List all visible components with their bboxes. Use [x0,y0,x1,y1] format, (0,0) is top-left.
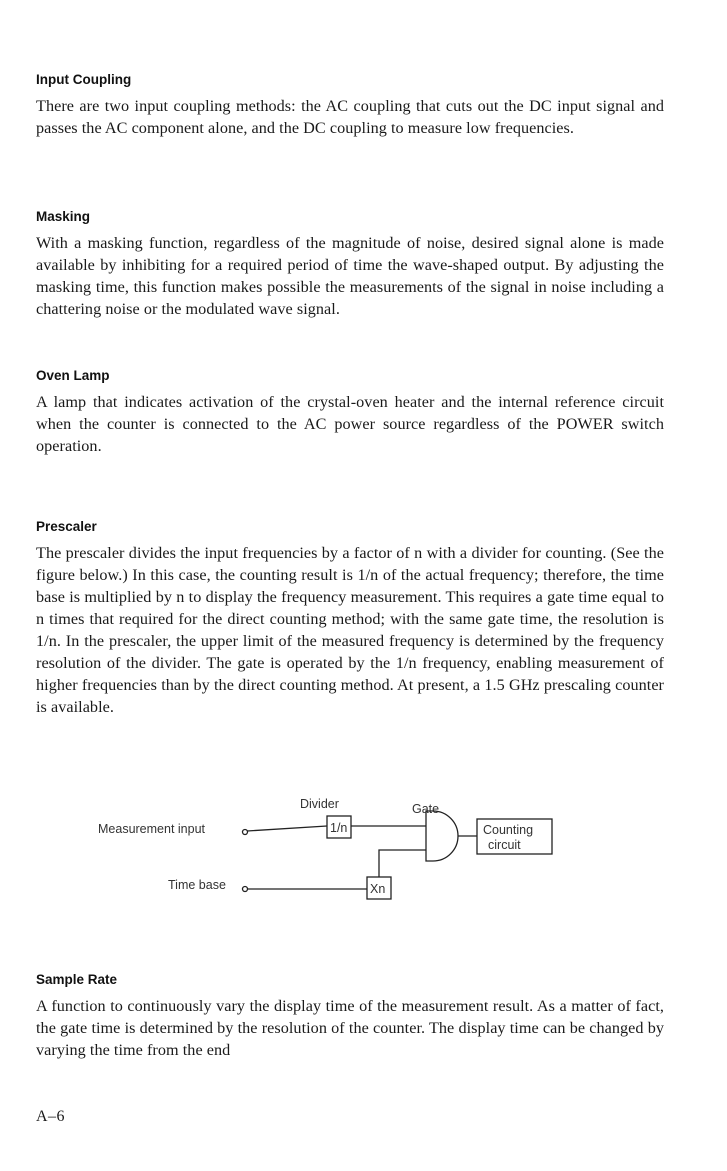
heading-input-coupling: Input Coupling [36,72,132,87]
heading-oven-lamp: Oven Lamp [36,368,110,383]
input-to-divider-wire [247,826,327,831]
counting-circuit-line2: circuit [488,838,521,852]
section-prescaler [36,519,664,718]
multiplier-box-label: Xn [370,882,386,896]
divider-label: Divider [300,797,339,811]
heading-prescaler: Prescaler [36,519,97,534]
prescaler-block-diagram [90,793,570,903]
counting-circuit-line1: Counting [483,823,534,837]
section-sample-rate [36,972,664,1061]
heading-masking: Masking [36,209,91,224]
section-masking [36,209,664,320]
multiplier-to-gate-wire [379,850,426,877]
time-base-terminal [243,887,248,892]
section-oven-lamp [36,368,664,457]
divider-box-label: 1/n [330,821,348,835]
page-number: A–6 [36,1108,66,1125]
paragraph-prescaler: The prescaler divides the input frequencies by a factor of n with a divider for counting. (See the figure below.) In this case, the counting result is 1/n of the actual frequency; therefore, the time base is multiplied by n to display the frequency measurement. This requires a gate time equal to n times that required for the direct counting method; with the same gate time, the resolution is 1/n. In the prescaler, the upper limit of the measured frequency is determined by the frequency resolution of the divider. The gate is operated by the 1/n frequency, enabling measurement of higher frequencies than by the direct counting method. At present, a 1.5 GHz prescaling counter is available. [36,544,664,716]
heading-sample-rate: Sample Rate [36,972,118,987]
paragraph-input-coupling: There are two input coupling methods: the AC coupling that cuts out the DC input signal and passes the AC component alone, and the DC coupling to measure low frequencies. [36,97,664,137]
paragraph-masking: With a masking function, regardless of the magnitude of noise, desired signal alone is made available by inhibiting for a required period of time the wave-shaped output. By adjusting the masking time, this function makes possible the measurements of the signal in noise including a chattering noise or the modulated wave signal. [36,234,664,318]
gate-symbol [426,811,458,861]
paragraph-oven-lamp: A lamp that indicates activation of the crystal-oven heater and the internal reference circuit when the counter is connected to the AC power source regardless of the POWER switch operation. [36,393,664,455]
paragraph-sample-rate: A function to continuously vary the display time of the measurement result. As a matter of fact, the gate time is determined by the resolution of the counter. The display time can be changed by varying the time from the end [36,997,664,1059]
measurement-input-label: Measurement input [98,822,206,836]
measurement-input-terminal [243,830,248,835]
gate-label: Gate [412,802,440,816]
section-input-coupling [36,72,664,139]
time-base-label: Time base [168,878,226,892]
